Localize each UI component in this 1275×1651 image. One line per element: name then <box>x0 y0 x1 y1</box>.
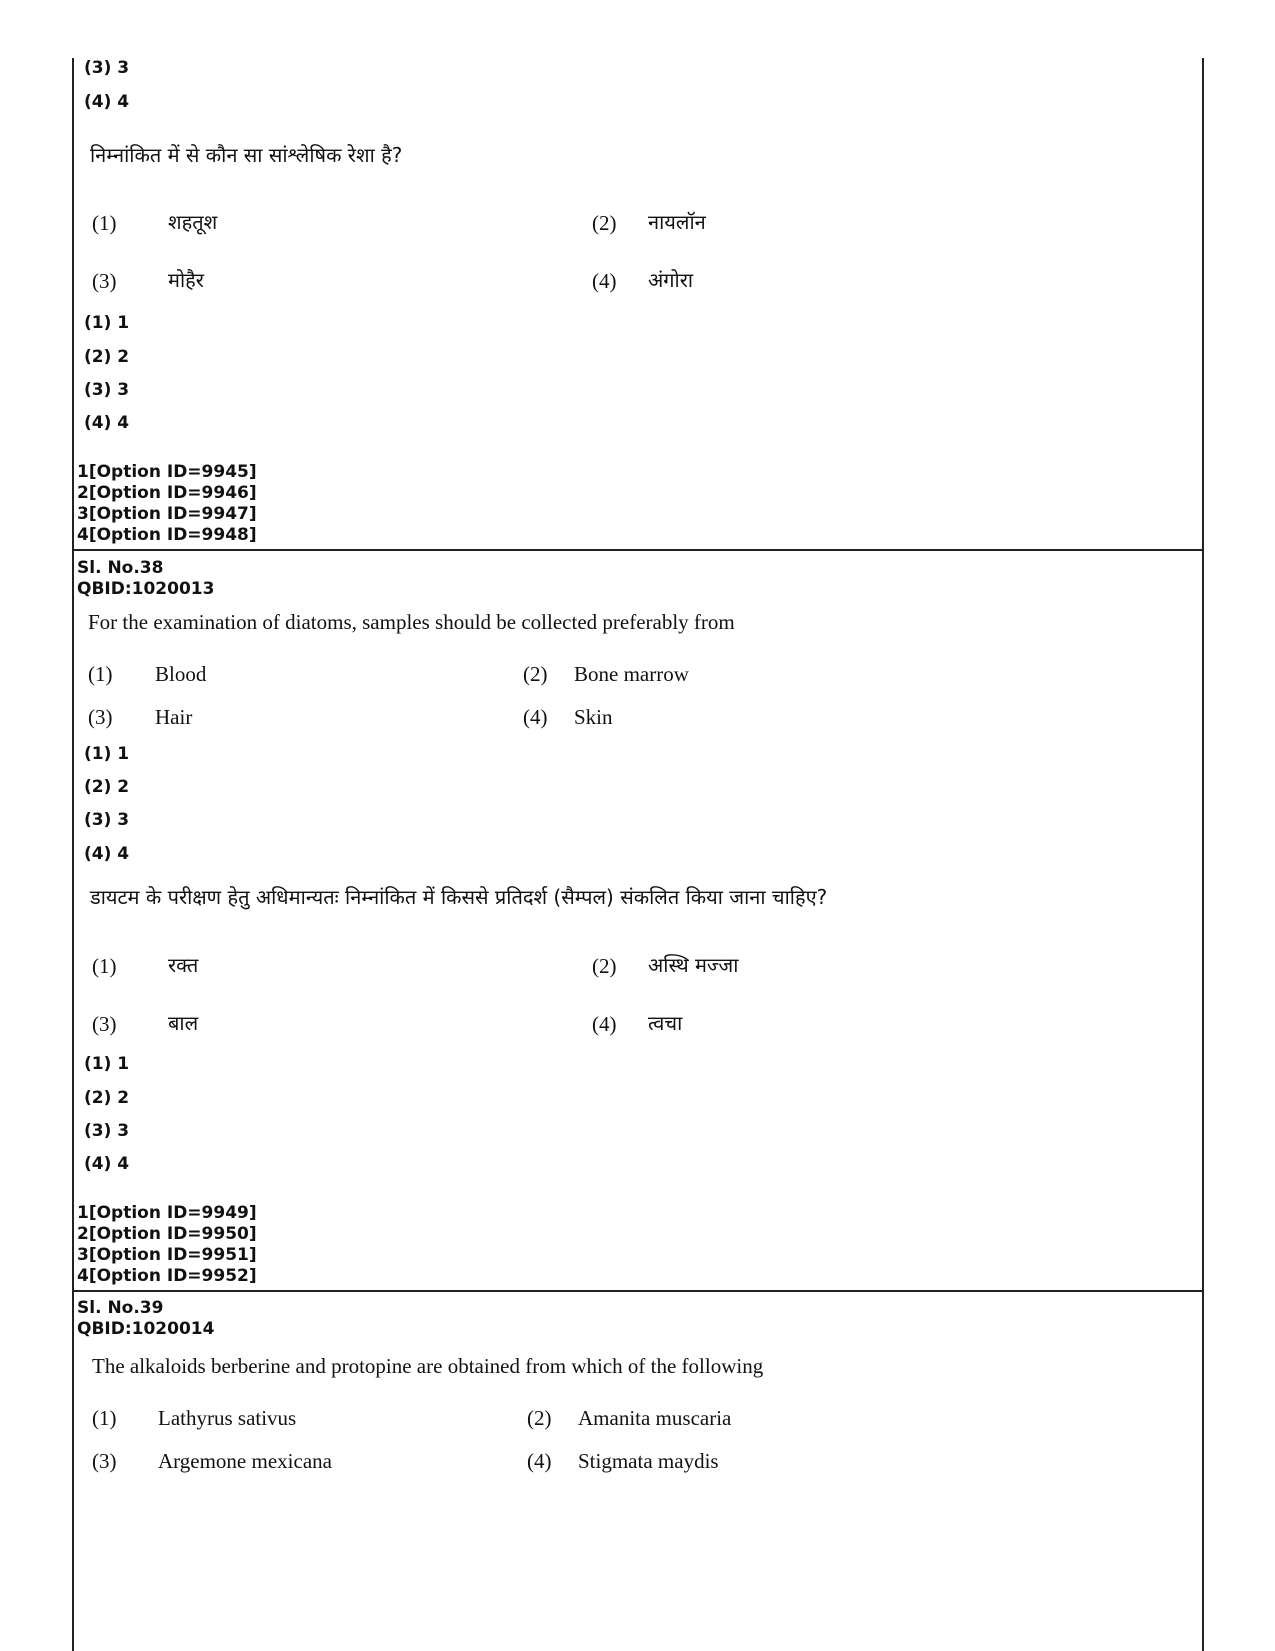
option-number: (2) <box>527 1406 552 1430</box>
option-number: (1) <box>92 1406 117 1430</box>
answer-choice: (3) 3 <box>84 58 130 78</box>
option-number: (4) <box>592 1012 617 1036</box>
option-text: Hair <box>155 705 193 729</box>
option-id: 3[Option ID=9947] <box>77 504 257 524</box>
answer-choice: (1) 1 <box>84 313 130 333</box>
option-text: शहतूश <box>168 210 218 234</box>
answer-choice: (4) 4 <box>84 844 130 864</box>
option-text: Argemone mexicana <box>158 1449 332 1473</box>
option-text: Lathyrus sativus <box>158 1406 297 1430</box>
section-divider <box>72 1290 1204 1292</box>
option-number: (1) <box>88 662 113 686</box>
option-text: अंगोरा <box>648 268 694 292</box>
answer-choice: (4) 4 <box>84 413 130 433</box>
option-number: (1) <box>92 211 117 235</box>
question-text: The alkaloids berberine and protopine are obtained from which of the following <box>92 1354 764 1378</box>
option-id-list <box>77 462 257 546</box>
option-number: (3) <box>92 1012 117 1036</box>
option-text: Blood <box>155 662 207 686</box>
option-id: 4[Option ID=9948] <box>77 525 257 545</box>
option-number: (1) <box>92 954 117 978</box>
serial-number: Sl. No.38 <box>77 558 164 578</box>
option-text: नायलॉन <box>648 210 706 234</box>
question-text-hindi: निम्नांकित में से कौन सा सांश्लेषिक रेशा है? <box>90 143 403 167</box>
option-text: त्वचा <box>648 1011 683 1035</box>
answer-choice: (4) 4 <box>84 92 130 112</box>
answer-choice: (2) 2 <box>84 777 130 797</box>
section-divider <box>72 549 1204 551</box>
option-number: (4) <box>523 705 548 729</box>
option-text: Amanita muscaria <box>578 1406 732 1430</box>
option-number: (2) <box>592 211 617 235</box>
option-id-list <box>77 1203 257 1287</box>
question-bank-id: QBID:1020013 <box>77 579 215 599</box>
option-number: (3) <box>92 269 117 293</box>
option-text: Stigmata maydis <box>578 1449 719 1473</box>
option-text: Bone marrow <box>574 662 689 686</box>
option-id: 2[Option ID=9946] <box>77 483 257 503</box>
answer-choice: (3) 3 <box>84 380 130 400</box>
option-text: Skin <box>574 705 613 729</box>
answer-choice: (3) 3 <box>84 1121 130 1141</box>
option-id: 3[Option ID=9951] <box>77 1245 257 1265</box>
question-text-hindi: डायटम के परीक्षण हेतु अधिमान्यतः निम्नांकित में किससे प्रतिदर्श (सैम्पल) संकलित किया जाना चाहिए? <box>90 885 828 909</box>
answer-choice: (2) 2 <box>84 347 130 367</box>
option-number: (3) <box>88 705 113 729</box>
question-bank-id: QBID:1020014 <box>77 1319 215 1339</box>
question-text: For the examination of diatoms, samples should be collected preferably from <box>88 610 735 634</box>
option-text: बाल <box>168 1011 199 1035</box>
option-id: 1[Option ID=9949] <box>77 1203 257 1223</box>
answer-choice: (4) 4 <box>84 1154 130 1174</box>
option-id: 2[Option ID=9950] <box>77 1224 257 1244</box>
option-number: (2) <box>592 954 617 978</box>
option-number: (4) <box>592 269 617 293</box>
option-id: 4[Option ID=9952] <box>77 1266 257 1286</box>
answer-choice: (2) 2 <box>84 1088 130 1108</box>
option-id: 1[Option ID=9945] <box>77 462 257 482</box>
option-number: (3) <box>92 1449 117 1473</box>
option-text: रक्त <box>168 953 199 977</box>
option-text: अस्थि मज्जा <box>648 953 739 977</box>
option-text: मोहैर <box>168 268 204 292</box>
answer-choice: (1) 1 <box>84 1054 130 1074</box>
serial-number: Sl. No.39 <box>77 1298 164 1318</box>
answer-choice: (3) 3 <box>84 810 130 830</box>
answer-choice: (1) 1 <box>84 744 130 764</box>
option-number: (2) <box>523 662 548 686</box>
option-number: (4) <box>527 1449 552 1473</box>
